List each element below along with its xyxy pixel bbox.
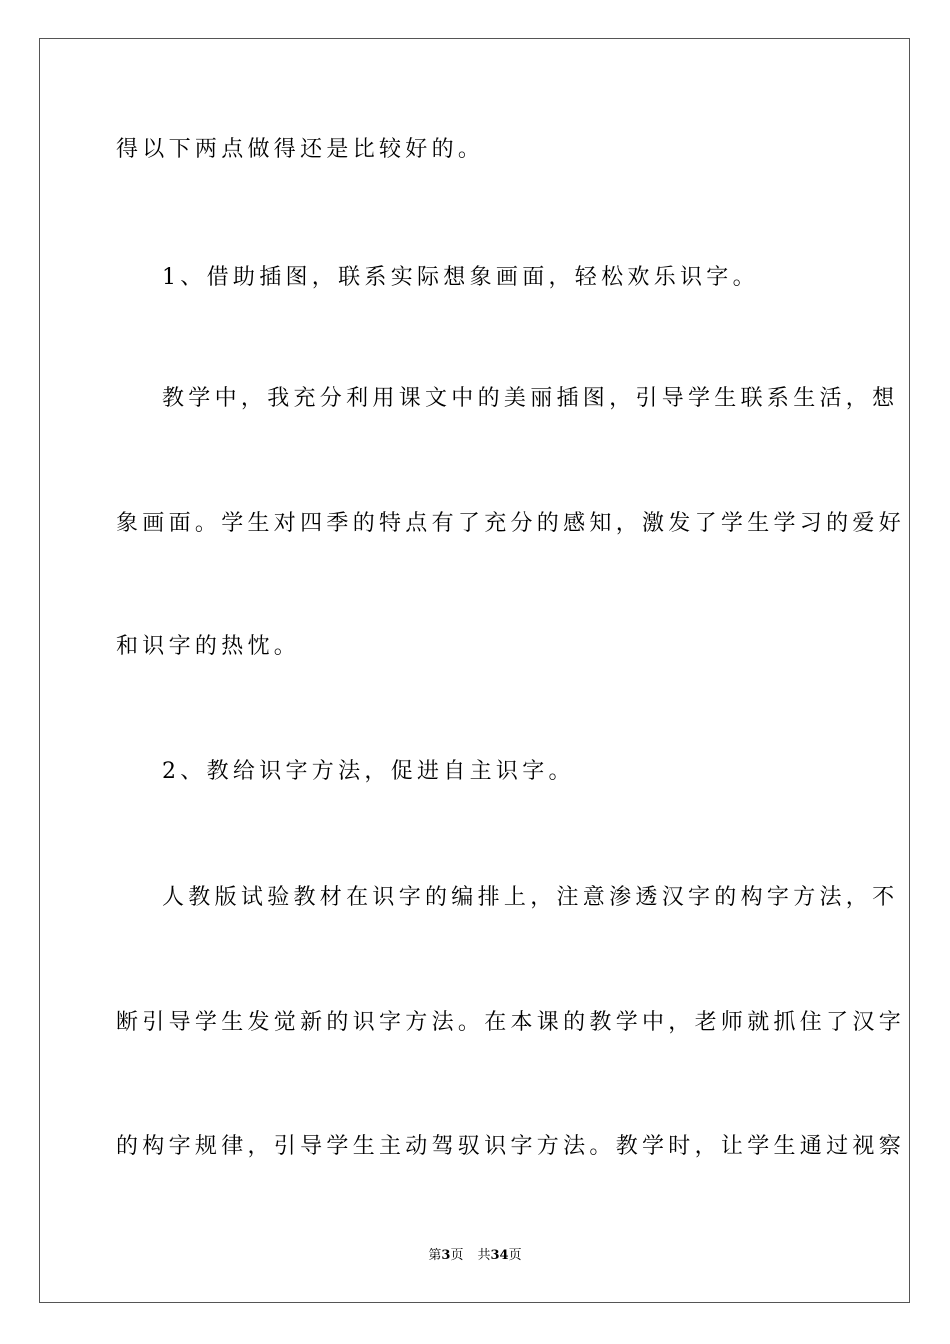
paragraph-line: 和识字的热忱。	[116, 634, 301, 659]
paragraph-line: 教学中，我充分利用课文中的美丽插图，引导学生联系生活，想	[162, 386, 899, 411]
paragraph-line: 断引导学生发觉新的识字方法。在本课的教学中，老师就抓住了汉字	[116, 1010, 906, 1035]
paragraph-line: 象画面。学生对四季的特点有了充分的感知，激发了学生学习的爱好	[116, 511, 906, 536]
paragraph-line: 2、教给识字方法，促进自主识字。	[162, 759, 575, 784]
page-frame	[39, 38, 910, 1303]
paragraph-line: 的构字规律，引导学生主动驾驭识字方法。教学时，让学生通过视察	[116, 1134, 906, 1159]
page-suffix: 页	[450, 1248, 464, 1263]
total-pages: 34	[490, 1248, 509, 1263]
page-footer	[0, 1248, 950, 1264]
page-prefix: 第	[428, 1248, 442, 1263]
paragraph-line: 人教版试验教材在识字的编排上，注意渗透汉字的构字方法，不	[162, 885, 899, 910]
paragraph-line: 得以下两点做得还是比较好的。	[116, 137, 485, 162]
total-suffix: 页	[508, 1248, 522, 1263]
paragraph-line: 1、借助插图，联系实际想象画面，轻松欢乐识字。	[162, 265, 759, 290]
page-number: 3	[441, 1248, 451, 1263]
total-prefix: 共	[477, 1248, 491, 1263]
